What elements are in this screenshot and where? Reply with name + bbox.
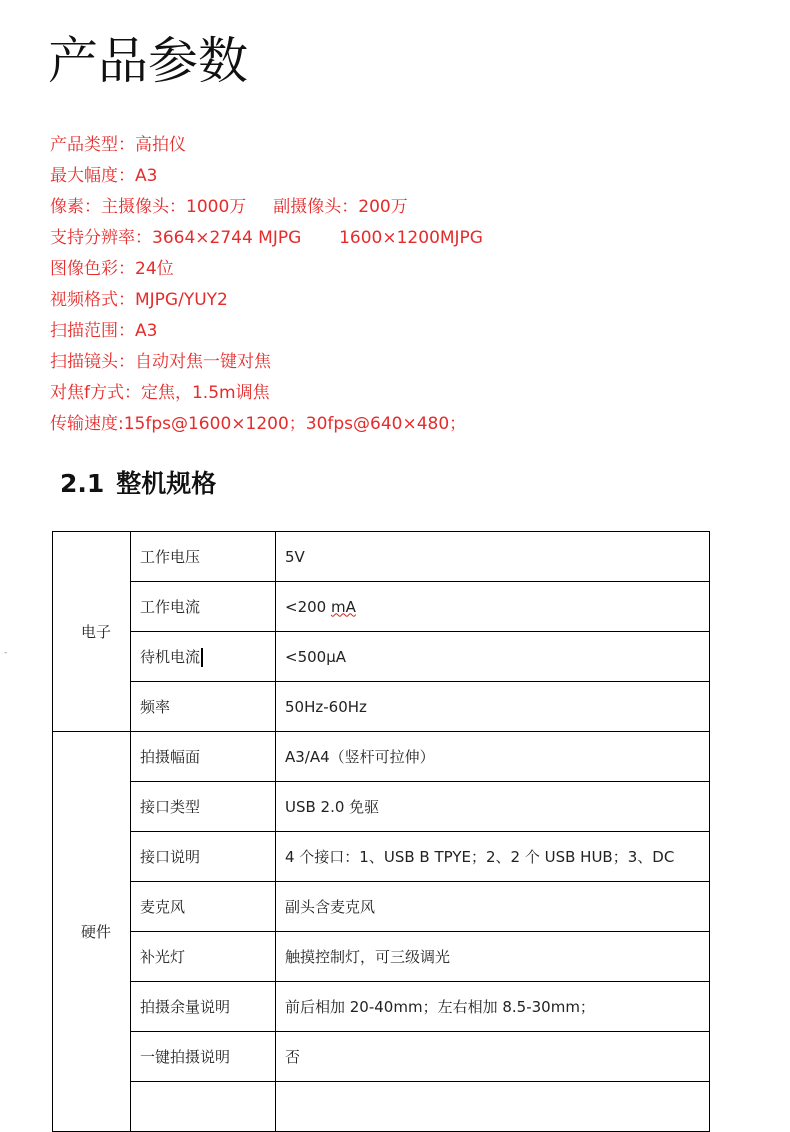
value-text: <200 bbox=[285, 597, 331, 616]
spec-pixels: 像素：主摄像头：1000万 副摄像头：200万 bbox=[50, 197, 408, 217]
row-label: 工作电流 bbox=[131, 582, 276, 632]
row-value: A3/A4（竖杆可拉伸） bbox=[276, 732, 710, 782]
table-row bbox=[53, 532, 710, 582]
table-row bbox=[53, 582, 710, 632]
row-value: 50Hz-60Hz bbox=[276, 682, 710, 732]
row-value: 5V bbox=[276, 532, 710, 582]
section-title: 整机规格 bbox=[116, 469, 217, 498]
row-label: 拍摄幅面 bbox=[131, 732, 276, 782]
spec-product-type: 产品类型：高拍仪 bbox=[50, 135, 186, 155]
spec-max-size: 最大幅度：A3 bbox=[50, 166, 158, 186]
row-label: 频率 bbox=[131, 682, 276, 732]
row-label bbox=[131, 1082, 276, 1132]
table-row bbox=[53, 882, 710, 932]
spec-scan-range: 扫描范围：A3 bbox=[50, 321, 158, 341]
row-label: 补光灯 bbox=[131, 932, 276, 982]
row-label: 拍摄余量说明 bbox=[131, 982, 276, 1032]
spec-resolution: 支持分辨率：3664×2744 MJPG 1600×1200MJPG bbox=[50, 228, 483, 248]
row-value bbox=[276, 582, 710, 632]
table-row bbox=[53, 1032, 710, 1082]
spec-table bbox=[52, 531, 710, 1132]
spec-scan-lens: 扫描镜头：自动对焦一键对焦 bbox=[50, 352, 271, 372]
text-cursor bbox=[201, 648, 203, 667]
table-row bbox=[53, 982, 710, 1032]
row-label: 一键拍摄说明 bbox=[131, 1032, 276, 1082]
row-label: 麦克风 bbox=[131, 882, 276, 932]
group-cell-hardware: 硬件 bbox=[53, 732, 131, 1132]
label-text: 待机电流 bbox=[140, 648, 201, 666]
row-value: 触摸控制灯，可三级调光 bbox=[276, 932, 710, 982]
row-value: USB 2.0 免驱 bbox=[276, 782, 710, 832]
table-row-partial bbox=[53, 1082, 710, 1132]
section-heading bbox=[60, 466, 216, 502]
table-row bbox=[53, 682, 710, 732]
table-row bbox=[53, 832, 710, 882]
row-value: 前后相加 20-40mm；左右相加 8.5-30mm； bbox=[276, 982, 710, 1032]
document-title: 产品参数 bbox=[48, 32, 248, 90]
row-label: 接口说明 bbox=[131, 832, 276, 882]
stray-mark: - bbox=[4, 648, 8, 658]
table-row bbox=[53, 632, 710, 682]
spec-video-format: 视频格式：MJPG/YUY2 bbox=[50, 290, 228, 310]
row-value: 否 bbox=[276, 1032, 710, 1082]
section-number: 2.1 bbox=[60, 469, 105, 498]
spellcheck-underlined-text: mA bbox=[330, 597, 356, 616]
spec-focus-mode: 对焦f方式：定焦，1.5m调焦 bbox=[50, 383, 270, 403]
spec-color-depth: 图像色彩：24位 bbox=[50, 259, 174, 279]
row-label[interactable] bbox=[131, 632, 276, 682]
row-value: 4 个接口：1、USB B TPYE；2、2 个 USB HUB；3、DC bbox=[276, 832, 710, 882]
table-row bbox=[53, 932, 710, 982]
row-label: 接口类型 bbox=[131, 782, 276, 832]
row-value bbox=[276, 1082, 710, 1132]
table-row bbox=[53, 782, 710, 832]
row-value: 副头含麦克风 bbox=[276, 882, 710, 932]
spec-list bbox=[50, 132, 483, 442]
row-value: <500µA bbox=[276, 632, 710, 682]
row-label: 工作电压 bbox=[131, 532, 276, 582]
table-row bbox=[53, 732, 710, 782]
spec-transfer-speed: 传输速度:15fps@1600×1200；30fps@640×480； bbox=[50, 414, 467, 434]
group-cell-electronics: 电子 bbox=[53, 532, 131, 732]
